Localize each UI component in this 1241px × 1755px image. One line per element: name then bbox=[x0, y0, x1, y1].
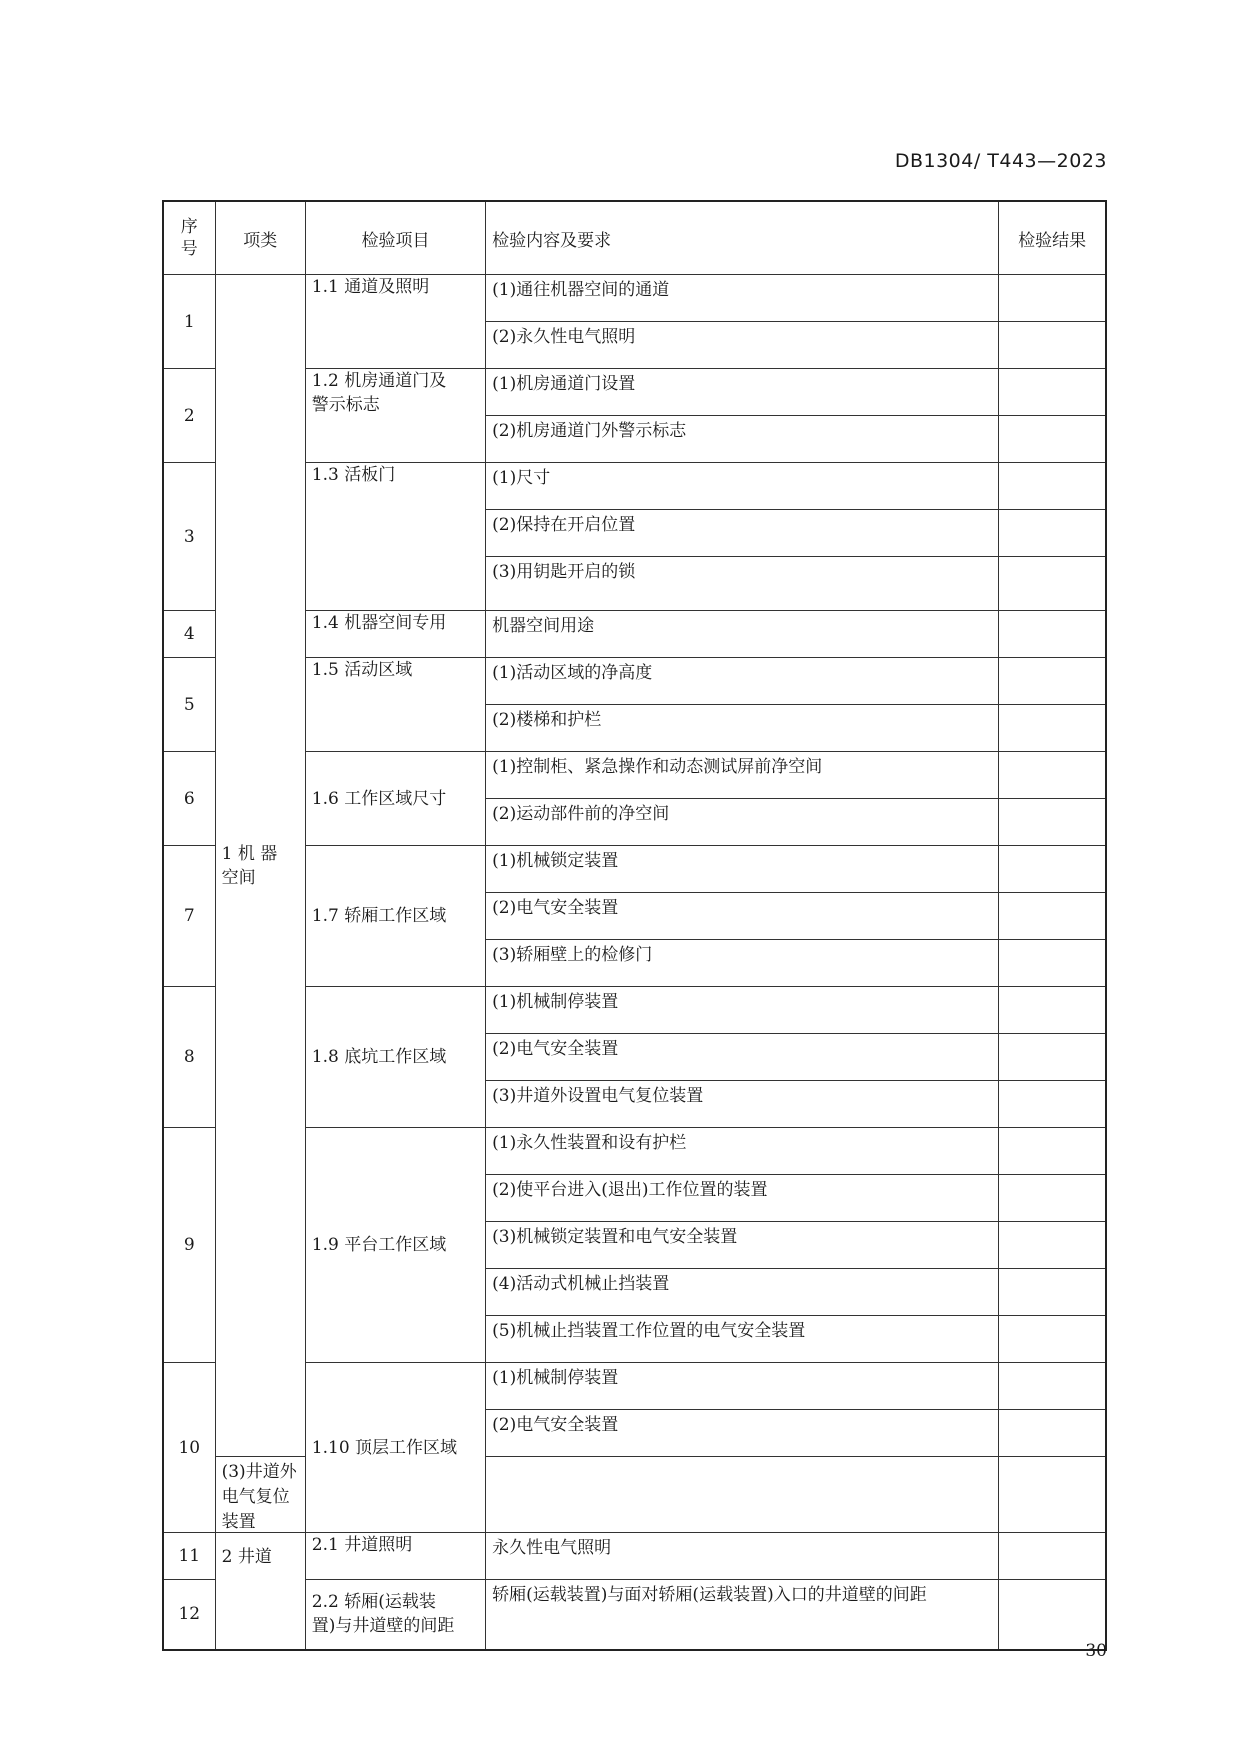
inspection-item: 1.6 工作区域尺寸 bbox=[305, 752, 485, 846]
result-cell[interactable] bbox=[999, 1034, 1106, 1081]
result-cell[interactable] bbox=[999, 658, 1106, 705]
requirement-cell: (2)电气安全装置 bbox=[486, 893, 999, 940]
page-number: 30 bbox=[1085, 1641, 1107, 1661]
table-row bbox=[163, 1580, 1106, 1650]
row-seq: 6 bbox=[163, 752, 215, 846]
result-cell[interactable] bbox=[999, 1580, 1106, 1650]
inspection-item: 1.8 底坑工作区域 bbox=[305, 987, 485, 1128]
result-cell[interactable] bbox=[999, 1175, 1106, 1222]
result-cell[interactable] bbox=[999, 275, 1106, 322]
requirement-cell: (3)机械锁定装置和电气安全装置 bbox=[486, 1222, 999, 1269]
inspection-item: 1.10 顶层工作区域 bbox=[305, 1363, 485, 1533]
requirement-cell: (2)使平台进入(退出)工作位置的装置 bbox=[486, 1175, 999, 1222]
requirement-cell: (2)保持在开启位置 bbox=[486, 510, 999, 557]
result-cell[interactable] bbox=[486, 1457, 999, 1533]
requirement-cell: (2)电气安全装置 bbox=[486, 1034, 999, 1081]
table-row bbox=[163, 275, 1106, 322]
header-requirement: 检验内容及要求 bbox=[486, 201, 999, 275]
requirement-cell: (3)用钥匙开启的锁 bbox=[486, 557, 999, 611]
requirement-cell: 轿厢(运载装置)与面对轿厢(运载装置)入口的井道壁的间距 bbox=[486, 1580, 999, 1650]
row-seq: 12 bbox=[163, 1580, 215, 1650]
inspection-item: 1.1 通道及照明 bbox=[305, 275, 485, 369]
requirement-cell: 机器空间用途 bbox=[486, 611, 999, 658]
result-cell[interactable] bbox=[999, 987, 1106, 1034]
requirement-cell: (1)机械锁定装置 bbox=[486, 846, 999, 893]
row-seq: 9 bbox=[163, 1128, 215, 1363]
table-row bbox=[163, 1363, 1106, 1410]
requirement-cell: (4)活动式机械止挡装置 bbox=[486, 1269, 999, 1316]
row-seq: 11 bbox=[163, 1533, 215, 1580]
category-machine-space: 1 机 器 空间 bbox=[215, 275, 305, 1457]
requirement-cell: (1)机械制停装置 bbox=[486, 987, 999, 1034]
table-row bbox=[163, 1128, 1106, 1175]
table-row bbox=[163, 611, 1106, 658]
requirement-cell: (1)机械制停装置 bbox=[486, 1363, 999, 1410]
requirement-cell: (5)机械止挡装置工作位置的电气安全装置 bbox=[486, 1316, 999, 1363]
requirement-cell: (1)机房通道门设置 bbox=[486, 369, 999, 416]
table-header-row bbox=[163, 201, 1106, 275]
inspection-item: 2.1 井道照明 bbox=[305, 1533, 485, 1580]
result-cell[interactable] bbox=[999, 322, 1106, 369]
row-seq: 8 bbox=[163, 987, 215, 1128]
result-cell[interactable] bbox=[999, 705, 1106, 752]
inspection-item: 1.4 机器空间专用 bbox=[305, 611, 485, 658]
inspection-item: 2.2 轿厢(运载装 置)与井道壁的间距 bbox=[305, 1580, 485, 1650]
table-row bbox=[163, 987, 1106, 1034]
inspection-table bbox=[162, 200, 1107, 1651]
result-cell[interactable] bbox=[999, 611, 1106, 658]
result-cell[interactable] bbox=[999, 1081, 1106, 1128]
row-seq: 5 bbox=[163, 658, 215, 752]
result-cell[interactable] bbox=[999, 1222, 1106, 1269]
result-cell[interactable] bbox=[999, 557, 1106, 611]
requirement-cell: (3)井道外设置电气复位装置 bbox=[486, 1081, 999, 1128]
result-cell[interactable] bbox=[999, 1269, 1106, 1316]
document-code: DB1304/ T443—2023 bbox=[894, 150, 1107, 172]
row-seq: 4 bbox=[163, 611, 215, 658]
result-cell[interactable] bbox=[999, 463, 1106, 510]
requirement-cell: (1)控制柜、紧急操作和动态测试屏前净空间 bbox=[486, 752, 999, 799]
table-row bbox=[163, 369, 1106, 416]
requirement-cell: (2)楼梯和护栏 bbox=[486, 705, 999, 752]
row-seq: 7 bbox=[163, 846, 215, 987]
header-result: 检验结果 bbox=[999, 201, 1106, 275]
inspection-item: 1.5 活动区域 bbox=[305, 658, 485, 752]
header-category: 项类 bbox=[215, 201, 305, 275]
table-row bbox=[163, 846, 1106, 893]
header-seq: 序 号 bbox=[163, 201, 215, 275]
result-cell[interactable] bbox=[999, 1128, 1106, 1175]
requirement-cell: (1)通往机器空间的通道 bbox=[486, 275, 999, 322]
result-cell[interactable] bbox=[999, 510, 1106, 557]
requirement-cell: (3)轿厢壁上的检修门 bbox=[486, 940, 999, 987]
row-seq: 1 bbox=[163, 275, 215, 369]
requirement-cell: (3)井道外电气复位装置 bbox=[215, 1457, 305, 1533]
row-seq: 2 bbox=[163, 369, 215, 463]
inspection-item: 1.3 活板门 bbox=[305, 463, 485, 611]
row-seq: 10 bbox=[163, 1363, 215, 1533]
inspection-item: 1.9 平台工作区域 bbox=[305, 1128, 485, 1363]
requirement-cell: (2)电气安全装置 bbox=[486, 1410, 999, 1457]
result-cell[interactable] bbox=[999, 416, 1106, 463]
inspection-item: 1.7 轿厢工作区域 bbox=[305, 846, 485, 987]
category-hoistway: 2 井道 bbox=[215, 1533, 305, 1650]
result-cell[interactable] bbox=[999, 1410, 1106, 1457]
table-row bbox=[163, 658, 1106, 705]
result-cell[interactable] bbox=[999, 1533, 1106, 1580]
row-seq: 3 bbox=[163, 463, 215, 611]
table-row bbox=[163, 1457, 1106, 1533]
table-row bbox=[163, 1533, 1106, 1580]
requirement-cell: (1)永久性装置和设有护栏 bbox=[486, 1128, 999, 1175]
requirement-cell: (2)永久性电气照明 bbox=[486, 322, 999, 369]
result-cell[interactable] bbox=[999, 1363, 1106, 1410]
table-row bbox=[163, 752, 1106, 799]
result-cell[interactable] bbox=[999, 940, 1106, 987]
requirement-cell: (1)活动区域的净高度 bbox=[486, 658, 999, 705]
result-cell[interactable] bbox=[999, 799, 1106, 846]
result-cell[interactable] bbox=[999, 893, 1106, 940]
inspection-item: 1.2 机房通道门及 警示标志 bbox=[305, 369, 485, 463]
result-cell[interactable] bbox=[999, 752, 1106, 799]
requirement-cell: (2)运动部件前的净空间 bbox=[486, 799, 999, 846]
table-row bbox=[163, 463, 1106, 510]
result-cell[interactable] bbox=[999, 846, 1106, 893]
result-cell[interactable] bbox=[999, 1316, 1106, 1363]
requirement-cell: (2)机房通道门外警示标志 bbox=[486, 416, 999, 463]
requirement-cell: 永久性电气照明 bbox=[486, 1533, 999, 1580]
result-cell[interactable] bbox=[999, 369, 1106, 416]
requirement-cell: (1)尺寸 bbox=[486, 463, 999, 510]
header-item: 检验项目 bbox=[305, 201, 485, 275]
